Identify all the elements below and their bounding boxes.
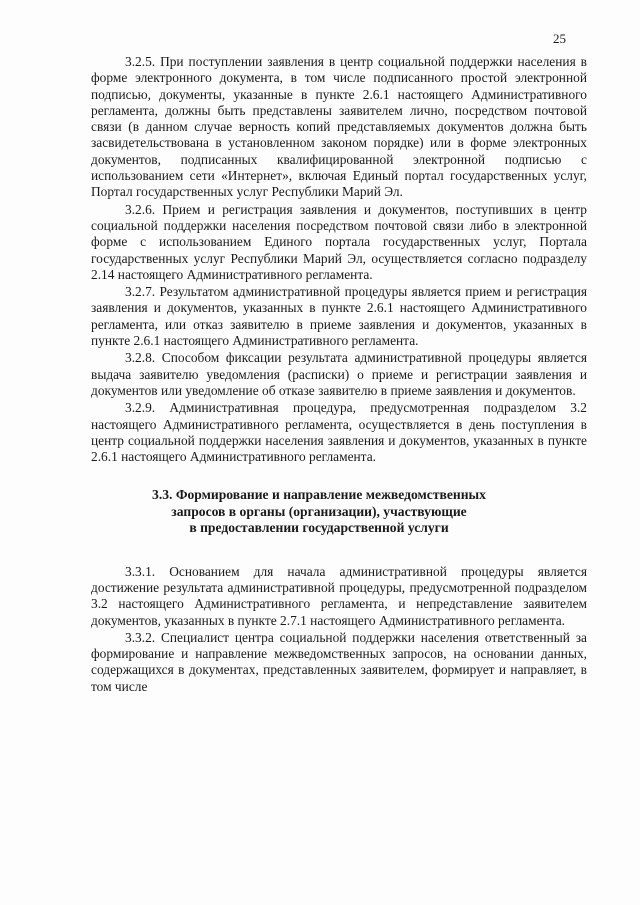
paragraph-3-2-5: 3.2.5. При поступлении заявления в центр социальной поддержки населения в форме электронного документа, в том числе подписанного простой электронной подписью, документы, указанные в пункте 2.6.1 настоящего Административного регламента, должны быть представлены заявителем лично, посредством почтовой связи (в данном случае верность копий представляемых документов должна быть засвидетельствована в установленном законом порядке) или в форме электронных документов, подписанных квалифицированной электронной подписью с использованием сети «Интернет», включая Единый портал государственных услуг, Портал государственных услуг Республики Марий Эл. bbox=[91, 54, 587, 200]
paragraph-3-3-1: 3.3.1. Основанием для начала административной процедуры является достижение результата административной процедуры, предусмотренной подразделом 3.2 настоящего Административного регламента, и непредставление заявителем документов, указанных в пункте 2.7.1 настоящего Административного регламента. bbox=[91, 563, 587, 628]
paragraph-3-3-2: 3.3.2. Специалист центра социальной поддержки населения ответственный за формирование и направление межведомственных запросов, на основании данных, содержащихся в документах, представленных заявителем, формирует и направляет, в том числе bbox=[91, 629, 587, 694]
section-heading-line-1: 3.3. Формирование и направление межведомственных bbox=[152, 487, 486, 503]
section-heading-line-2: запросов в органы (организации), участвующие bbox=[171, 503, 467, 519]
page-number: 25 bbox=[553, 31, 566, 46]
paragraph-3-2-9: 3.2.9. Административная процедура, предусмотренная подразделом 3.2 настоящего Административного регламента, осуществляется в день поступления в центр социальной поддержки населения заявления и документов, указанных в пункте 2.6.1 настоящего Административного регламента. bbox=[91, 400, 587, 465]
section-heading-line-3: в предоставлении государственной услуги bbox=[189, 520, 449, 536]
paragraph-3-2-8: 3.2.8. Способом фиксации результата административной процедуры является выдача заявителю уведомления (расписки) о приеме и регистрации заявления и документов или уведомление об отказе заявителю в приеме заявления и документов. bbox=[91, 350, 587, 398]
document-body bbox=[91, 54, 587, 696]
paragraph-3-2-6: 3.2.6. Прием и регистрация заявления и документов, поступивших в центр социальной поддержки населения посредством почтовой связи либо в электронной форме с использованием Единого портала государственных услуг, Портала государственных услуг Республики Марий Эл, осуществляется согласно подразделу 2.14 настоящего Административного регламента. bbox=[91, 201, 587, 282]
paragraph-3-2-7: 3.2.7. Результатом административной процедуры является прием и регистрация заявления и документов, указанных в пункте 2.6.1 настоящего Административного регламента, или отказ заявителю в приеме заявления и документов, указанных в пункте 2.6.1 настоящего Административного регламента. bbox=[91, 284, 587, 349]
section-heading-3-3 bbox=[91, 487, 587, 536]
